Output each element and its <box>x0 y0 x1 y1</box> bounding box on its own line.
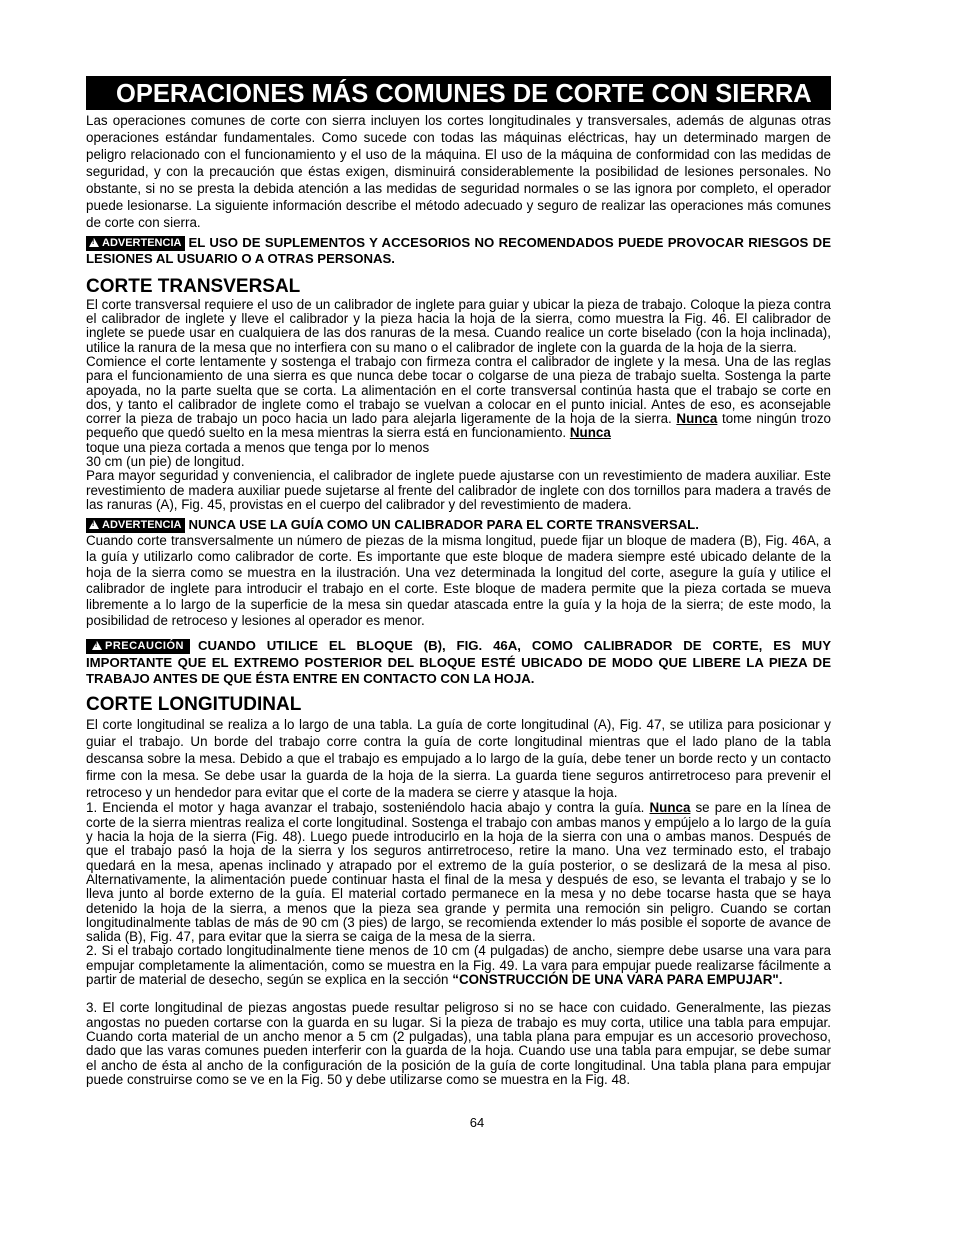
warning-text: EL USO DE SUPLEMENTOS Y ACCESORIOS NO RECOMENDADOS PUEDE PROVOCAR RIESGOS DE LESIONES AL USUARIO O A OTRAS PERSONAS. <box>86 235 831 267</box>
page-content <box>86 76 831 1087</box>
rip-item-3: 3. El corte longitudinal de piezas angostas puede resultar peligroso si no se hace con cuidado. Generalmente, las piezas angostas no pueden cortarse con la guarda en su lugar. Si la pieza de trabajo es muy corta, utilice una tabla para empujar. Cuando corta material de un ancho menor a 5 cm (2 pulgadas), una tabla plana para empujar es un accesorio provechoso, dado que las varas comunes pueden interferir con la guarda de la hoja. Cuando use una tabla para empujar, se debe sumar el ancho de ésta al ancho de la configuración de la posición de la guía de corte longitudinal. Una tabla plana para empujar puede construirse como se ve en la Fig. 50 y debe utilizarse como se muestra en la Fig. 48. <box>86 1000 831 1087</box>
warning-advertencia-1 <box>86 235 831 268</box>
rip-item-2: 2. Si el trabajo cortado longitudinalmente tiene menos de 10 cm (4 pulgadas) de ancho, siempre debe usarse una vara para empujar completamente la alimentación, como se muestra en la Fig. 49. La vara para empujar puede realizarse fácilmente a partir de material de desecho, según se explica en la sección “CONSTRUCCIÓN DE UNA VARA PARA EMPUJAR". <box>86 943 831 988</box>
warning-text: NUNCA USE LA GUÍA COMO UN CALIBRADOR PARA EL CORTE TRANSVERSAL. <box>188 517 699 533</box>
caution-precaucion <box>86 638 831 687</box>
section-heading-corte-longitudinal: CORTE LONGITUDINAL <box>86 694 302 716</box>
warning-badge: !ADVERTENCIA <box>86 236 185 251</box>
crosscut-paragraph-2-cont: toque una pieza cortada a menos que tenga por lo menos <box>86 439 430 455</box>
crosscut-paragraph-1: El corte transversal requiere el uso de un calibrador de inglete para guiar y ubicar la pieza de trabajo. Coloque la pieza contra el calibrador de inglete y lleve el calibrador y la pieza hacia la hoja de la sierra, como muestra la Fig. 46. El calibrador de inglete se puede usar en cualquiera de las dos ranuras de la mesa. Cuando realice un corte biselado (con la hoja inclinada), utilice la ranura de la mesa que no interfiera con su mano o el calibrador de inglete con la guarda de la hoja de la sierra. <box>86 296 831 355</box>
page-title: OPERACIONES MÁS COMUNES DE CORTE CON SIERRA <box>86 76 831 110</box>
crosscut-paragraph-2-end: 30 cm (un pie) de longitud. <box>86 454 245 470</box>
rip-paragraph-1: El corte longitudinal se realiza a lo largo de una tabla. La guía de corte longitudinal (A), Fig. 47, se utiliza para posicionar y guiar el trabajo. Un borde del trabajo corre contra la guía de corte longitudinal mientras que el lado plano de la tabla descansa sobre la mesa. Debido a que el trabajo es empujado a lo largo de la guía, debe tener un borde recto y un contacto firme con la mesa. Se debe usar la guarda de la hoja de la sierra. La guarda tiene seguros antirretroceso para prevenir el retroceso y un hendedor para evitar que el corte de la madera se cierre y atasque la hoja. <box>86 717 831 801</box>
caution-badge: !PRECAUCIÓN <box>86 639 190 654</box>
intro-paragraph: Las operaciones comunes de corte con sierra incluyen los cortes longitudinales y transversales, además de algunas otras operaciones estándar fundamentales. Como sucede con todas las máquinas eléctricas, hay un determinado margen de peligro relacionado con el funcionamiento y el uso de la máquina. El uso de la máquina de conformidad con las medidas de seguridad, y con la precaución que éstas exigen, disminuirá considerablemente la posibilidad de lesiones personales. No obstante, si no se presta la debida atención a las medidas de seguridad normales o se las ignora por completo, el operador puede lesionarse. La siguiente información describe el método adecuado y seguro de realizar las operaciones más comunes de corte con sierra. <box>86 113 831 230</box>
stop-block-paragraph: Cuando corte transversalmente un número de piezas de la misma longitud, puede fijar un bloque de madera (B), Fig. 46A, a la guía y utilizarlo como calibrador de corte. Es importante que este bloque de madera siempre esté ubicado delante de la hoja de la sierra como se muestra en la ilustración. Una vez determinada la longitud del corte, asegure la guía y utilice el calibrador de inglete para introducir el trabajo en el corte. Este bloque de madera permite que la pieza cortada se mueva libremente a lo largo de la superficie de la mesa sin quedar atascada entre la guía y la hoja de la sierra; de este modo, la posibilidad de retroceso y lesiones al operador es menor. <box>86 533 831 629</box>
page-number: 64 <box>469 1115 485 1130</box>
caution-triangle-icon <box>92 641 102 650</box>
warning-triangle-icon <box>89 238 99 247</box>
crosscut-paragraph-2: Comience el corte lentamente y sostenga el trabajo con firmeza contra el calibrador de inglete y la mesa. Una de las reglas para el funcionamiento de una sierra es que nunca debe tocar o colgarse de una pieza de trabajo suelta. Sostenga la parte apoyada, no la parte suelta que se corta. La alimentación en el corte transversal continúa hasta que el trabajo se corte en dos, y tanto el calibrador de inglete como el trabajo se vuelvan a colocar en el punto inicial. Antes de eso, es aconsejable correr la pieza de trabajo un poco hacia un lado para alejarla ligeramente de la hoja de la sierra. Nunca tome ningún trozo pequeño que quedó suelto en la mesa mientras la sierra está en funcionamiento. Nunca <box>86 354 831 441</box>
warning-badge: !ADVERTENCIA <box>86 518 185 533</box>
section-heading-corte-transversal: CORTE TRANSVERSAL <box>86 275 301 297</box>
rip-item-1: 1. Encienda el motor y haga avanzar el trabajo, sosteniéndolo hacia abajo y contra la guía. Nunca se pare en la línea de corte de la sierra mientras realiza el corte longitudinal. Sostenga el trabajo con ambas manos y empújelo a lo largo de la guía y hacia la hoja de la sierra (Fig. 48). Luego puede introducirlo en la hoja de la sierra con una o ambas manos. Después de que el trabajo pasó la hoja de la sierra y los seguros antirretroceso, retire la mano. Una vez terminado esto, el trabajo quedará en la mesa, apenas inclinado y atrapado por el extremo de la guía posterior, o se deslizará de la mesa al piso. Alternativamente, la alimentación puede continuar hasta el final de la mesa y después de eso, se levanta el trabajo y se lo lleva junto al borde externo de la guía. El material cortado permanece en la mesa y no debe tocarse hasta que se haya detenido la hoja de la sierra, a menos que la pieza sea grande y permita una remoción sin peligro. Cuando se cortan longitudinalmente tablas de más de 90 cm (3 pies) de largo, se recomienda extender lo más posible el soporte de avance de salida (B), Fig. 47, para evitar que la sierra se caiga de la mesa de la sierra. <box>86 800 832 945</box>
crosscut-paragraph-3: Para mayor seguridad y conveniencia, el calibrador de inglete puede ajustarse con un revestimiento de madera auxiliar. Este revestimiento de madera auxiliar puede sujetarse al frente del calibrador de inglete con dos tornillos para madera a través de las ranuras (A), Fig. 45, provistas en el cuerpo del calibrador y del revestimiento de madera. <box>86 468 831 512</box>
warning-advertencia-2 <box>86 518 831 533</box>
caution-text: CUANDO UTILICE EL BLOQUE (B), FIG. 46A, COMO CALIBRADOR DE CORTE, ES MUY IMPORTANTE QUE EL EXTREMO POSTERIOR DEL BLOQUE ESTÉ UBICADO DE MODO QUE LIBERE LA PIEZA DE TRABAJO ANTES DE QUE ÉSTA ENTRE EN CONTACTO CON LA HOJA. <box>86 638 831 687</box>
warning-triangle-icon <box>89 520 99 529</box>
